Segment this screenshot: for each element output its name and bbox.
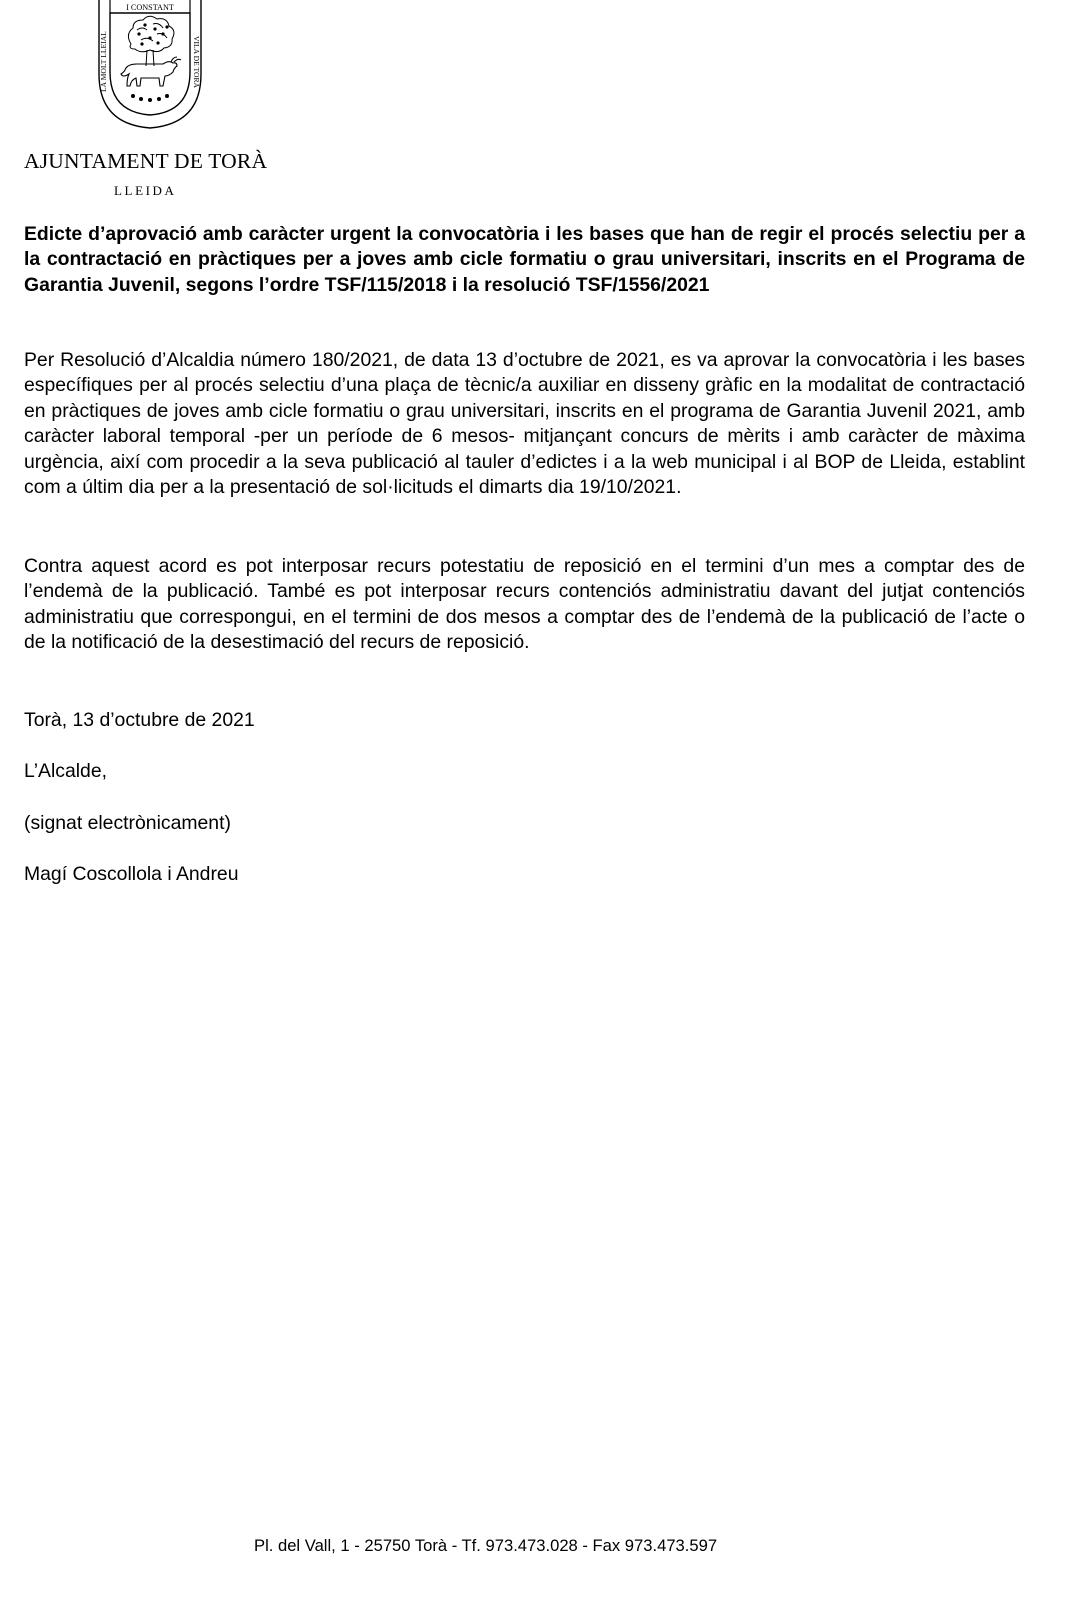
appeal-paragraph: Contra aquest acord es pot interposar recurs potestatiu de reposició en el termini d’un mes a comptar des de l’endemà de la publicació. També es pot interposar recurs contenciós administratiu davant del jutjat contenciós administratiu que correspongui, en el termini de dos mesos a comptar des de l’endemà de la publicació de l’acte o de la notificació de la desestimació del recurs de reposició.: [24, 555, 1025, 654]
document-title: Edicte d’aprovació amb caràcter urgent la convocatòria i les bases que han de regir el procés selectiu per a la contractació en pràctiques per a joves amb cicle formatiu o grau universitari, inscrits en el Programa de Garantia Juvenil, segons l’ordre TSF/115/2018 i la resolució TSF/1556/2021: [24, 223, 1025, 296]
signer-name: Magí Coscollola i Andreu: [24, 863, 239, 885]
footer-address: Pl. del Vall, 1 - 25750 Torà - Tf. 973.473.028 - Fax 973.473.597: [254, 1536, 718, 1555]
crest-motto-top: I CONSTANT: [126, 3, 174, 12]
crest-motto-right: VILA DE TORÀ: [192, 36, 201, 89]
organization-name: AJUNTAMENT DE TORÀ: [24, 149, 268, 173]
crest-motto-left: LA MOLT LLEIAL: [99, 31, 108, 92]
signature-note: (signat electrònicament): [24, 812, 231, 834]
signer-role: L’Alcalde,: [24, 760, 108, 782]
organization-city: LLEIDA: [114, 183, 177, 198]
place-date: Torà, 13 d’octubre de 2021: [24, 709, 255, 731]
coat-of-arms-logo: [97, 0, 203, 130]
resolution-paragraph: Per Resolució d’Alcaldia número 180/2021, de data 13 d’octubre de 2021, es va aprovar la convocatòria i les bases específiques per al procés selectiu d’una plaça de tècnic/a auxiliar en disseny gràfic en la modalitat de contractació en pràctiques de joves amb cicle formatiu o grau universitari, inscrits en el programa de Garantia Juvenil 2021, amb caràcter laboral temporal -per un període de 6 mesos- mitjançant concurs de mèrits i amb caràcter de màxima urgència, així com procedir a la seva publicació al tauler d’edictes i a la web municipal i al BOP de Lleida, establint com a últim dia per a la presentació de sol·licituds el dimarts dia 19/10/2021.: [24, 349, 1025, 499]
